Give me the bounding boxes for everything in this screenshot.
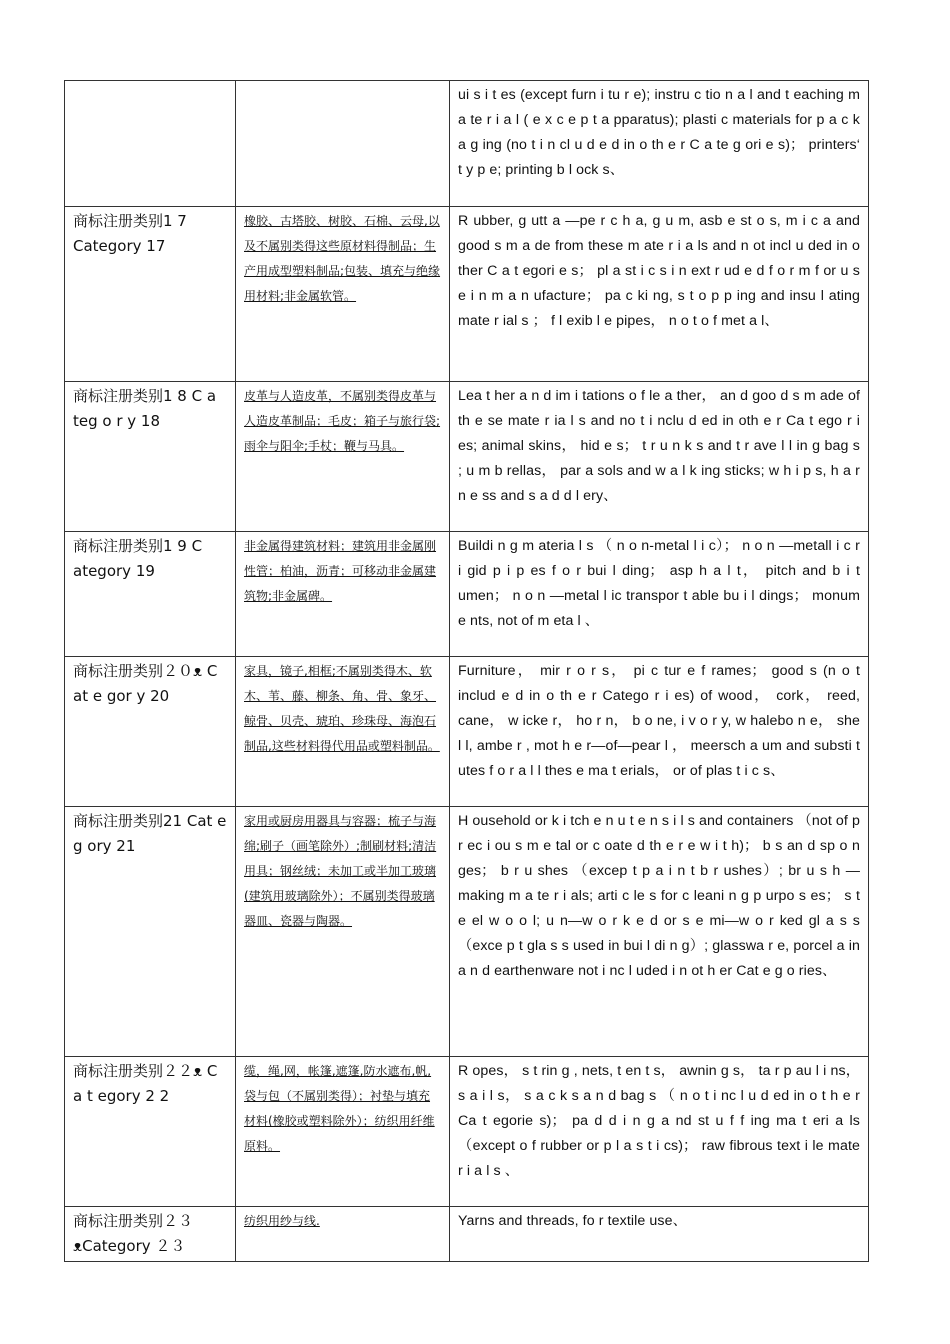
category-cell: 商标注册类别1 8 C a teg o r y 18 <box>65 382 236 532</box>
chinese-description-cell: 非金属得建筑材料；建筑用非金属刚性管；柏油，沥青；可移动非金属建筑物;非金属碑。 <box>236 532 450 657</box>
table-row <box>65 207 869 382</box>
chinese-description-cell: 纺织用纱与线. <box>236 1207 450 1262</box>
category-cell: 商标注册类别21 Cat e g ory 21 <box>65 807 236 1057</box>
table-row <box>65 1057 869 1207</box>
table-row <box>65 81 869 207</box>
table-row <box>65 532 869 657</box>
chinese-description-cell: 橡胶、古塔胶、树胶、石棉、云母,以及不属别类得这些原材料得制品；生产用成型塑料制品;包装、填充与绝缘用材料;非金属软管。 <box>236 207 450 382</box>
english-description-cell: R ubber, g utt a —pe r c h a, g u m, asb e st o s, m i c a and good s m a de from these m ate r i a ls and n ot incl u ded in o ther C a t egori e s； pl a st i c s i n ext r ud e d f o r m f or u s e i n m a n ufacture； pa c ki ng, s t o p p ing and insu l ating mate r ial s ； f l exib l e pipes， n o t o f met a l、 <box>450 207 869 382</box>
trademark-class-table <box>64 80 869 1262</box>
english-description-cell: R opes， s t rin g , nets, t en t s， awnin g s， ta r p au l i ns， s a i l s， s a c k s a n d bag s （ n o t i nc l u d ed in o t h e r Ca t egorie s)； pa d d i n g a nd st u f f ing ma t eri a ls （except o f rubber or p l a s t i cs)； raw fibrous text i le mate r i a l s 、 <box>450 1057 869 1207</box>
chinese-description-cell: 家用或厨房用器具与容器；梳子与海绵;刷子（画笔除外）;制刷材料;清洁用具；钢丝绒；未加工或半加工玻璃(建筑用玻璃除外）；不属别类得玻璃器皿、瓷器与陶器。 <box>236 807 450 1057</box>
category-cell: 商标注册类别２３ ᴥCategory ２３ <box>65 1207 236 1262</box>
category-cell: 商标注册类别1 7 Category 17 <box>65 207 236 382</box>
category-cell <box>65 81 236 207</box>
category-cell: 商标注册类别1 9 C ategory 19 <box>65 532 236 657</box>
english-description-cell: Buildi n g m ateria l s （ n o n-metal l i c）； n o n —metall i c r i gid p i p es f o r bui l ding； asp h a l t， pitch and b i t umen； n o n —metal l ic transpor t able bu i l dings； monum e nts, not of m eta l 、 <box>450 532 869 657</box>
chinese-description-cell <box>236 81 450 207</box>
english-description-cell: Furniture， mir r o r s， pi c tur e f rames； good s (n o t includ e d in o th e r Catego r i es) of wood， cork， reed, cane， w icke r， ho r n， b o ne, i v o r y, w halebo n e， she l l, ambe r , mot h e r—of—pear l ， meersch a um and substi t utes f o r a l l thes e ma t erials， or of plas t i c s、 <box>450 657 869 807</box>
chinese-description-cell: 皮革与人造皮革，不属别类得皮革与人造皮革制品；毛皮；箱子与旅行袋;雨伞与阳伞;手杖；鞭与马具。 <box>236 382 450 532</box>
english-description-cell: H ousehold or k i tch e n u t e n s i l s and containers （not of p r ec i ou s m e tal or c oate d th e r e w i t h)； b s an d sp o n ges； b r u shes （excep t p a i n t b r ushes）; br u s h — making m a te r i als; arti c le s for c leani n g p urpo s es； s t e el w o o l; u n—w o r k e d or s e mi—w o r ked gl a s s （exce p t gla s s used in bui l di n g）; glasswa r e, porcel a in a n d earthenware not i nc l uded i n ot h er Cat e g o ries、 <box>450 807 869 1057</box>
chinese-description-cell: 缆，绳,网，帐篷,遮篷,防水遮布,帆,袋与包（不属别类得）；衬垫与填充材料(橡胶或塑料除外）；纺织用纤维原料。 <box>236 1057 450 1207</box>
category-cell: 商标注册类别２２ᴥ C a t egory 2 2 <box>65 1057 236 1207</box>
table-row <box>65 657 869 807</box>
category-cell: 商标注册类别２０ᴥ C at e gor y 20 <box>65 657 236 807</box>
table-row <box>65 382 869 532</box>
chinese-description-cell: 家具，镜子,相框;不属别类得木、软木、苇、藤、柳条、角、骨、象牙、鲸骨、贝壳、琥珀、珍珠母、海泡石制品,这些材料得代用品或塑料制品。 <box>236 657 450 807</box>
table-row <box>65 1207 869 1262</box>
table-row <box>65 807 869 1057</box>
english-description-cell: Yarns and threads, fo r textile use、 <box>450 1207 869 1262</box>
english-description-cell: ui s i t es (except furn i tu r e); instru c tio n a l and t eaching m a te r i a l ( e x c e p t a pparatus); plasti c materials for p a c k a g ing (no t i n cl u d e d in o th e r C a te g ori e s)； printers‘ t y p e; printing b l ock s、 <box>450 81 869 207</box>
english-description-cell: Lea t her a n d im i tations o f le a ther， an d goo d s m ade of th e se mate r ia l s and no t i nclu d ed in oth e r Ca t ego r i es; animal skins， hid e s； t r u n k s and t r ave l l in g bag s ; u m b rellas， par a sols and w a l k ing sticks; w h i p s, h a r n e ss and s a d d l ery、 <box>450 382 869 532</box>
